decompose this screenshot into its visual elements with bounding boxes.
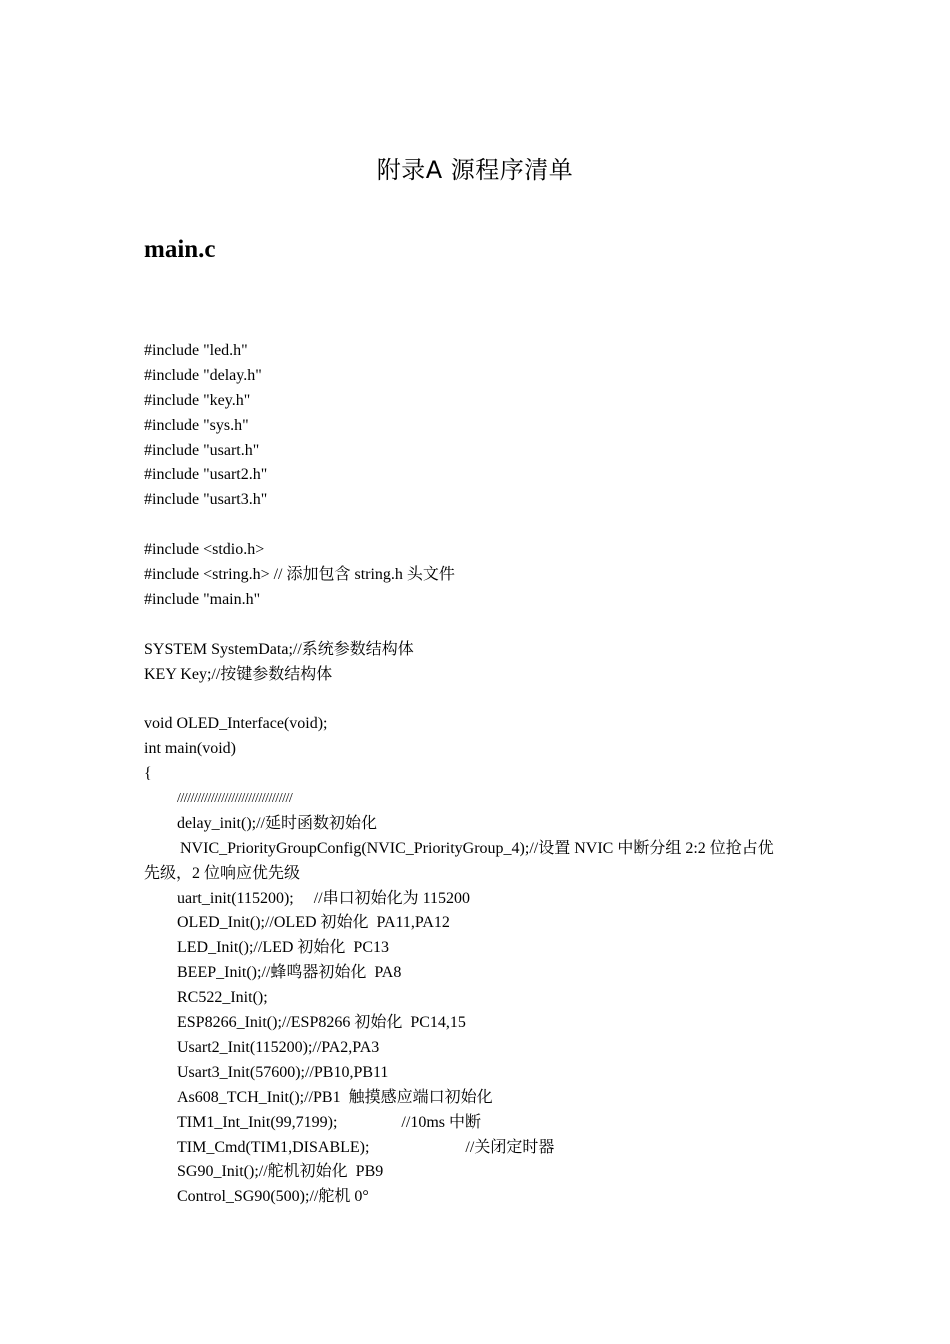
code-line: #include "usart2.h" xyxy=(144,466,268,484)
code-line: BEEP_Init();//蜂鸣器初始化 PA8 xyxy=(177,964,402,982)
code-line: 先级，2 位响应优先级 xyxy=(144,864,301,882)
code-line: Control_SG90(500);//舵机 0° xyxy=(177,1188,369,1206)
code-line: #include <stdio.h> xyxy=(144,541,265,559)
code-line: OLED_Init();//OLED 初始化 PA11,PA12 xyxy=(177,914,450,932)
page-title: 附录A 源程序清单 xyxy=(376,156,574,184)
code-line: { xyxy=(144,765,152,783)
blank-line xyxy=(144,613,814,638)
code-line: #include "led.h" xyxy=(144,342,248,359)
code-line: void OLED_Interface(void); xyxy=(144,715,328,733)
code-line: NVIC_PriorityGroupConfig(NVIC_PriorityGroup_4);//设置 NVIC 中断分组 2:2 位抢占优 xyxy=(180,839,774,857)
code-line: TIM1_Int_Init(99,7199); //10ms 中断 xyxy=(177,1113,481,1131)
code-line: #include "main.h" xyxy=(144,590,261,608)
code-line: #include "usart.h" xyxy=(144,441,260,459)
blank-line xyxy=(144,687,814,712)
code-line: LED_Init();//LED 初始化 PC13 xyxy=(177,939,389,957)
code-line: #include "sys.h" xyxy=(144,416,249,434)
code-line: TIM_Cmd(TIM1,DISABLE); //关闭定时器 xyxy=(177,1138,555,1156)
code-line: delay_init();//延时函数初始化 xyxy=(177,814,377,832)
code-line: #include "usart3.h" xyxy=(144,491,268,509)
code-line: Usart2_Init(115200);//PA2,PA3 xyxy=(177,1038,380,1056)
code-line: #include <string.h> // 添加包含 string.h 头文件 xyxy=(144,566,455,584)
blank-line xyxy=(144,513,814,538)
code-line: KEY Key;//按键参数结构体 xyxy=(144,665,333,683)
code-line: #include "delay.h" xyxy=(144,366,262,384)
code-line: As608_TCH_Init();//PB1 触摸感应端口初始化 xyxy=(177,1088,493,1106)
code-line: uart_init(115200); //串口初始化为 115200 xyxy=(177,889,471,907)
code-line: #include "key.h" xyxy=(144,391,251,409)
code-line: int main(void) xyxy=(144,740,236,758)
code-line: SG90_Init();//舵机初始化 PB9 xyxy=(177,1163,384,1181)
code-listing xyxy=(144,339,814,1210)
code-line: SYSTEM SystemData;//系统参数结构体 xyxy=(144,640,414,658)
code-line: ////////////////////////////////// xyxy=(177,791,293,807)
code-line: ESP8266_Init();//ESP8266 初始化 PC14,15 xyxy=(177,1014,466,1032)
code-line: RC522_Init(); xyxy=(177,989,268,1007)
code-line: Usart3_Init(57600);//PB10,PB11 xyxy=(177,1063,389,1081)
file-heading: main.c xyxy=(144,236,216,263)
